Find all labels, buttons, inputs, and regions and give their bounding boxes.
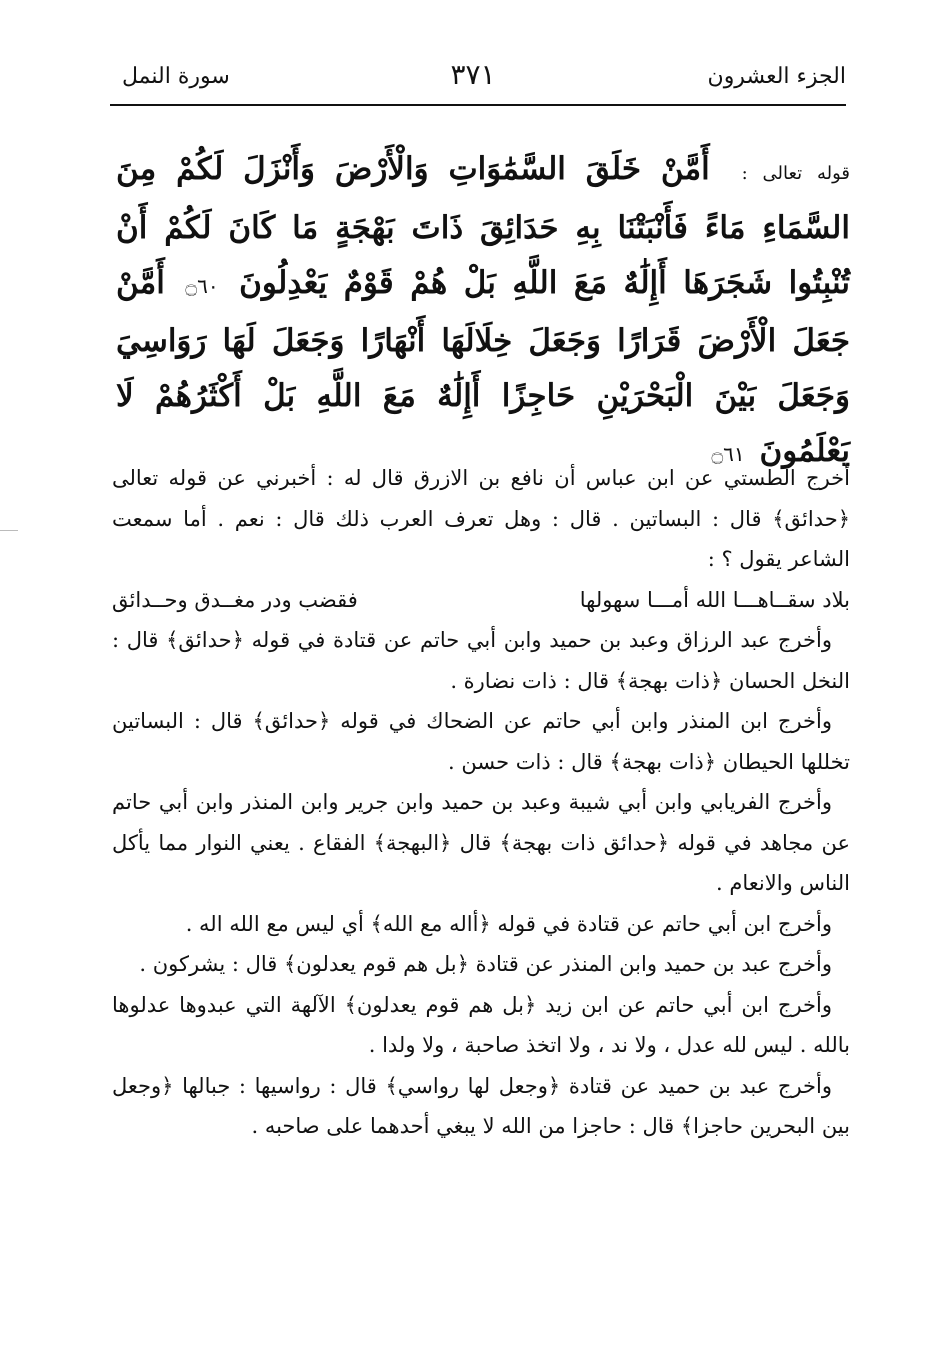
commentary-paragraph: وأخرج ابن المنذر وابن أبي حاتم عن الضحاك في قوله ﴿حدائق﴾ قال : البساتين تخللها الحيطان ﴿ذات بهجة﴾ قال : ذات حسن . (112, 709, 850, 774)
quran-verses (116, 142, 850, 482)
quran-text-60: أَمَّنْ خَلَقَ السَّمَٰوَاتِ وَالْأَرْضَ وَأَنْزَلَ لَكُمْ مِنَ السَّمَاءِ مَاءً فَأَنْبَتْنَا بِهِ حَدَائِقَ ذَاتَ بَهْجَةٍ مَا كَانَ لَكُمْ أَنْ تُنْبِتُوا شَجَرَهَا أَإِلَٰهٌ مَعَ اللَّهِ بَلْ هُمْ قَوْمٌ يَعْدِلُونَ (116, 151, 850, 301)
page-number: ٣٧١ (450, 58, 496, 91)
ayah-mark-60: ۝٦٠ (185, 274, 219, 298)
commentary-paragraph: وأخرج ابن أبي حاتم عن ابن زيد ﴿بل هم قوم يعدلون﴾ الآلهة التي عبدوها عدلوها بالله . ليس لله عدل ، ولا ند ، ولا اتخذ صاحبة ، ولا ولدا . (112, 992, 850, 1057)
quran-intro: قوله تعالى : (741, 163, 850, 184)
commentary-paragraph: وأخرج ابن أبي حاتم عن قتادة في قوله ﴿أاله مع الله﴾ أي ليس مع الله اله . (185, 911, 832, 936)
margin-mark (0, 530, 18, 531)
commentary (112, 458, 850, 1147)
commentary-paragraph: وأخرج عبد بن حميد وابن المنذر عن قتادة ﴿بل هم قوم يعدلون﴾ قال : يشركون . (139, 952, 832, 976)
quran-text-61: أَمَّنْ جَعَلَ الْأَرْضَ قَرَارًا وَجَعَلَ خِلَالَهَا أَنْهَارًا وَجَعَلَ لَهَا رَوَاسِيَ وَجَعَلَ بَيْنَ الْبَحْرَيْنِ حَاجِزًا أَإِلَٰهٌ مَعَ اللَّهِ بَلْ أَكْثَرُهُمْ لَا يَعْلَمُونَ (116, 265, 850, 469)
commentary-paragraph: وأخرج عبد بن حميد عن قتادة ﴿وجعل لها رواسي﴾ قال : رواسيها : جبالها ﴿وجعل بين البحرين حاجزا﴾ قال : حاجزا من الله لا يبغي أحدهما على صاحبه . (112, 1073, 850, 1138)
verse-first-hemistich: بلاد سقــاهـــا الله أمـــا سهولها (579, 587, 850, 612)
ayah-mark-61: ۝٦١ (711, 442, 745, 466)
header-rule (110, 104, 846, 106)
juz-label: الجزء العشرون (707, 64, 846, 89)
verse-second-hemistich: فقضب ودر مغــدق وحــدائق (112, 587, 358, 612)
commentary-paragraph: وأخرج عبد الرزاق وعبد بن حميد وابن أبي حاتم عن قتادة في قوله ﴿حدائق﴾ قال : النخل الحسان ﴿ذات بهجة﴾ قال : ذات نضارة . (112, 628, 850, 693)
surah-label: سورة النمل (122, 64, 230, 89)
commentary-paragraph: أخرج الطستي عن ابن عباس أن نافع بن الازرق قال له : أخبرني عن قوله تعالى ﴿حدائق﴾ قال : البساتين . قال : وهل تعرف العرب ذلك قال : نعم . أما سمعت الشاعر يقول ؟ : (112, 466, 850, 571)
commentary-paragraph: وأخرج الفريابي وابن أبي شيبة وعبد بن حميد وابن جرير وابن المنذر وابن أبي حاتم عن مجاهد في قوله ﴿حدائق ذات بهجة﴾ قال ﴿البهجة﴾ الفقاع . يعني النوار مما يأكل الناس والانعام . (112, 790, 850, 895)
poetry-verse (112, 580, 850, 621)
